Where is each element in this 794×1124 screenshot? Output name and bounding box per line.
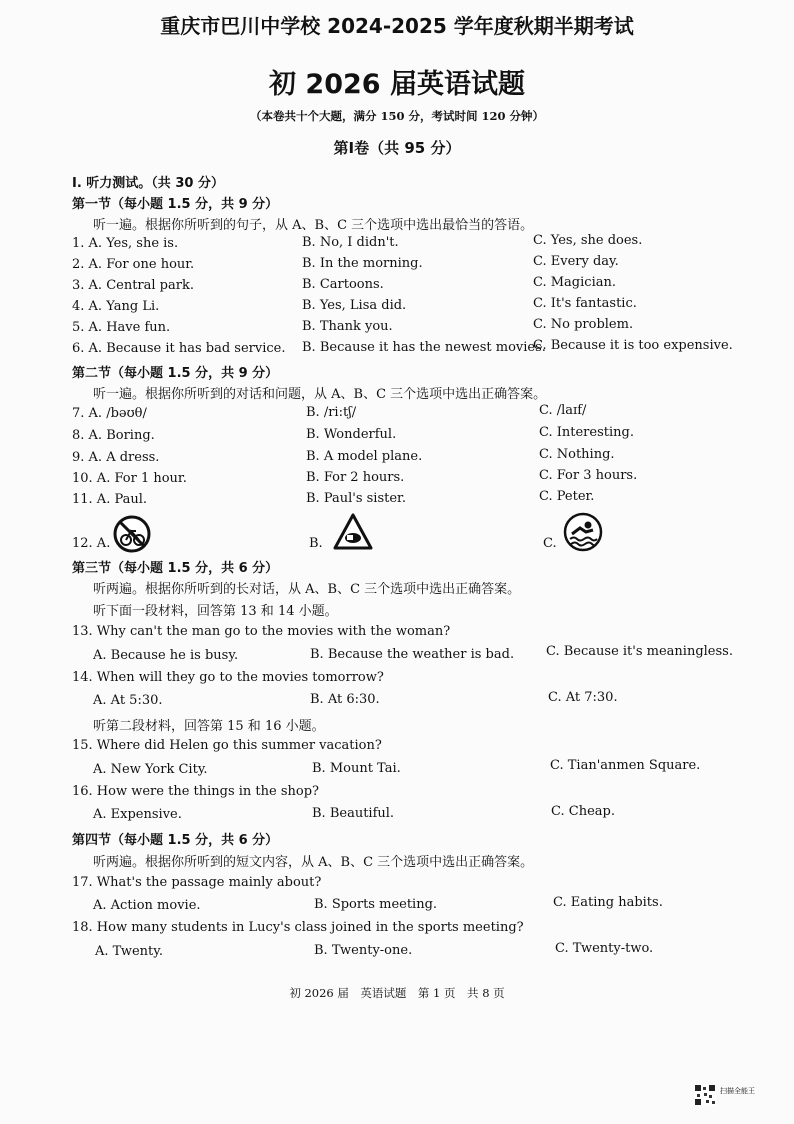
q2-option-a: 2. A. For one hour. — [72, 257, 195, 272]
page-footer: 初 2026 届 英语试题 第 1 页 共 8 页 — [289, 986, 505, 1000]
q4-option-b: B. Yes, Lisa did. — [302, 298, 407, 313]
s1-instructions: 听一遍。根据你所听到的句子，从 A、B、C 三个选项中选出最恰当的答语。 — [93, 218, 534, 233]
q7-option-c: C. /laɪf/ — [539, 403, 587, 418]
q7-option-a: 7. A. /bəʊθ/ — [72, 406, 147, 421]
q11-option-c: C. Peter. — [539, 489, 595, 504]
q16-option-b: B. Beautiful. — [312, 806, 395, 821]
q14-stem: 14. When will they go to the movies tomorrow? — [72, 670, 384, 685]
q6-option-a: 6. A. Because it has bad service. — [72, 341, 286, 356]
q1-option-c: C. Yes, she does. — [533, 233, 643, 248]
q13-stem: 13. Why can't the man go to the movies with the woman? — [72, 624, 451, 639]
q6-option-b: B. Because it has the newest movies. — [302, 340, 546, 355]
q12-label-a: 12. A. — [72, 536, 111, 551]
q15-stem: 15. Where did Helen go this summer vacation? — [72, 738, 382, 753]
s3-material-1: 听下面一段材料，回答第 13 和 14 小题。 — [93, 604, 338, 619]
volume-heading: 第Ⅰ卷（共 95 分） — [333, 139, 461, 157]
s2-title: 第二节（每小题 1.5 分，共 9 分） — [72, 366, 279, 381]
q17-option-b: B. Sports meeting. — [314, 897, 438, 912]
q11-option-b: B. Paul's sister. — [306, 491, 406, 506]
q2-option-c: C. Every day. — [533, 254, 619, 269]
q13-option-a: A. Because he is busy. — [93, 648, 239, 663]
q9-option-a: 9. A. A dress. — [72, 450, 160, 465]
q18-option-c: C. Twenty-two. — [555, 941, 654, 956]
scanner-watermark: 扫描全能王 — [720, 1087, 755, 1095]
s4-instructions: 听两遍。根据你所听到的短文内容，从 A、B、C 三个选项中选出正确答案。 — [93, 855, 534, 870]
q14-option-a: A. At 5:30. — [93, 693, 163, 708]
part1-title: Ⅰ. 听力测试。（共 30 分） — [72, 176, 224, 191]
q3-option-c: C. Magician. — [533, 275, 616, 290]
q9-option-b: B. A model plane. — [306, 449, 423, 464]
q12-label-b: B. — [309, 536, 323, 551]
q18-option-a: A. Twenty. — [95, 944, 164, 959]
q2-option-b: B. In the morning. — [302, 256, 423, 271]
q5-option-b: B. Thank you. — [302, 319, 393, 334]
q15-option-c: C. Tian'anmen Square. — [550, 758, 701, 773]
q17-option-a: A. Action movie. — [93, 898, 201, 913]
q11-option-a: 11. A. Paul. — [72, 492, 148, 507]
s1-title: 第一节（每小题 1.5 分，共 9 分） — [72, 197, 279, 212]
q4-option-a: 4. A. Yang Li. — [72, 299, 160, 314]
q15-option-a: A. New York City. — [93, 762, 208, 777]
q9-option-c: C. Nothing. — [539, 447, 615, 462]
q14-option-c: C. At 7:30. — [548, 690, 618, 705]
q10-option-a: 10. A. For 1 hour. — [72, 471, 187, 486]
qr-code-icon — [694, 1084, 716, 1106]
q3-option-a: 3. A. Central park. — [72, 278, 194, 293]
paper-title: 初 2026 届英语试题 — [269, 69, 525, 100]
s2-instructions: 听一遍。根据你所听到的对话和问题，从 A、B、C 三个选项中选出正确答案。 — [93, 387, 547, 402]
q5-option-a: 5. A. Have fun. — [72, 320, 171, 335]
q7-option-b: B. /ri:tʃ/ — [306, 405, 357, 420]
q10-option-c: C. For 3 hours. — [539, 468, 638, 483]
s3-material-2: 听第二段材料，回答第 15 和 16 小题。 — [93, 719, 325, 734]
q6-option-c: C. Because it is too expensive. — [533, 338, 733, 353]
q16-option-a: A. Expensive. — [93, 807, 182, 822]
swimming-sign-icon — [563, 512, 603, 552]
q17-option-c: C. Eating habits. — [553, 895, 663, 910]
s3-title: 第三节（每小题 1.5 分，共 6 分） — [72, 561, 279, 576]
q4-option-c: C. It's fantastic. — [533, 296, 637, 311]
warning-sign-icon — [332, 512, 372, 552]
q8-option-c: C. Interesting. — [539, 425, 634, 440]
q16-option-c: C. Cheap. — [551, 804, 615, 819]
q5-option-c: C. No problem. — [533, 317, 634, 332]
q1-option-b: B. No, I didn't. — [302, 235, 399, 250]
no-cycling-sign-icon — [112, 514, 152, 554]
q13-option-c: C. Because it's meaningless. — [546, 644, 733, 659]
q10-option-b: B. For 2 hours. — [306, 470, 405, 485]
q16-stem: 16. How were the things in the shop? — [72, 784, 320, 799]
q13-option-b: B. Because the weather is bad. — [310, 647, 515, 662]
q8-option-a: 8. A. Boring. — [72, 428, 155, 443]
s4-title: 第四节（每小题 1.5 分，共 6 分） — [72, 833, 279, 848]
exam-note: （本卷共十个大题，满分 150 分，考试时间 120 分钟） — [249, 109, 545, 123]
q12-label-c: C. — [543, 536, 557, 551]
q8-option-b: B. Wonderful. — [306, 427, 397, 442]
q1-option-a: 1. A. Yes, she is. — [72, 236, 179, 251]
school-exam-title: 重庆市巴川中学校 2024-2025 学年度秋期半期考试 — [160, 14, 634, 38]
q3-option-b: B. Cartoons. — [302, 277, 384, 292]
q15-option-b: B. Mount Tai. — [312, 761, 401, 776]
q18-stem: 18. How many students in Lucy's class joined in the sports meeting? — [72, 920, 524, 935]
q17-stem: 17. What's the passage mainly about? — [72, 875, 322, 890]
q18-option-b: B. Twenty-one. — [314, 943, 413, 958]
q14-option-b: B. At 6:30. — [310, 692, 380, 707]
s3-instructions: 听两遍。根据你所听到的长对话，从 A、B、C 三个选项中选出正确答案。 — [93, 582, 521, 597]
